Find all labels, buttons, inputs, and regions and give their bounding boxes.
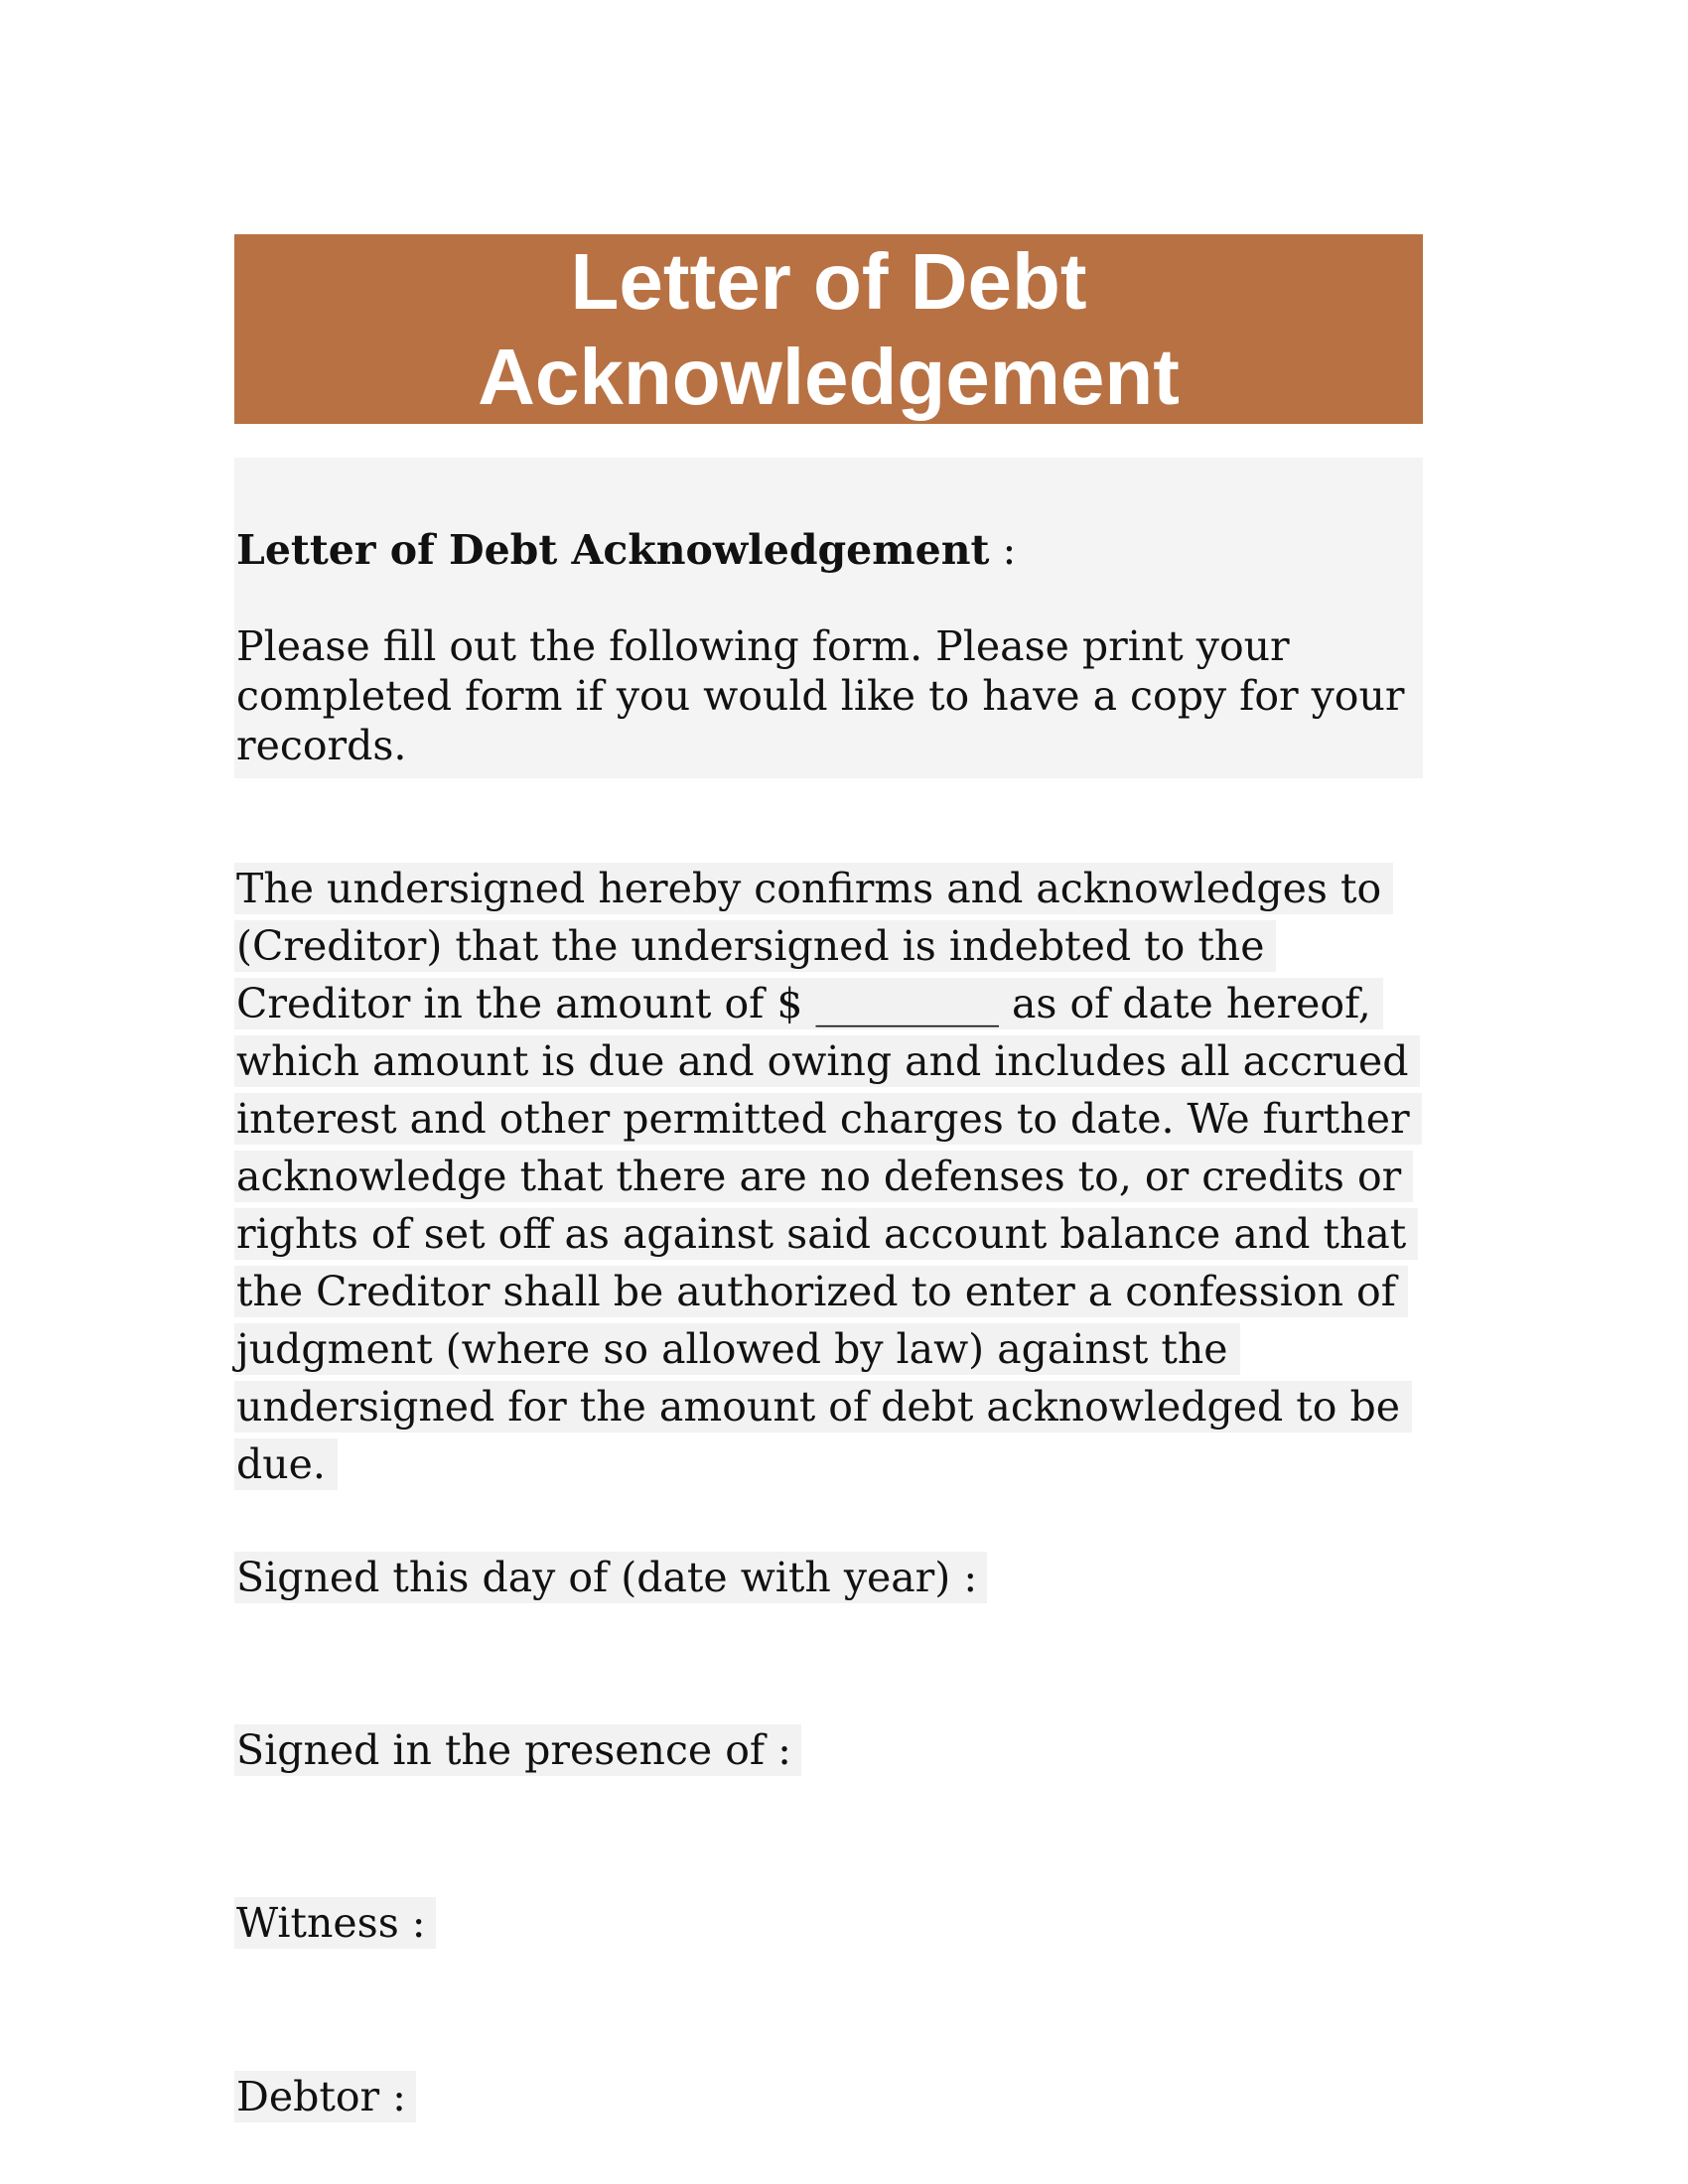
- signed-presence-field: [234, 1724, 801, 1776]
- intro-heading: [236, 526, 1423, 574]
- acknowledgement-paragraph: [234, 860, 1436, 1493]
- debtor-field: [234, 2071, 416, 2122]
- signed-date-label: Signed this day of (date with year) :: [234, 1552, 987, 1603]
- document-title: Letter of Debt Acknowledgement: [478, 236, 1180, 421]
- witness-label: Witness :: [234, 1897, 436, 1949]
- signed-date-field: [234, 1552, 987, 1603]
- intro-instructions: Please fill out the following form. Please print your completed form if you would like to have a copy for your records.: [236, 622, 1405, 769]
- witness-field: [234, 1897, 436, 1949]
- intro-heading-suffix: :: [989, 526, 1017, 574]
- intro-heading-text: Letter of Debt Acknowledgement: [236, 526, 990, 574]
- intro-section: [234, 458, 1423, 778]
- debtor-label: Debtor :: [234, 2071, 416, 2122]
- title-banner: [234, 234, 1423, 424]
- signed-presence-label: Signed in the presence of :: [234, 1724, 801, 1776]
- acknowledgement-text: The undersigned hereby confirms and acknowledges to (Creditor) that the undersigned is indebted to the Creditor in the amount of $ _________ as of date hereof, which amount is due and owing and includes all accrued interest and other permitted charges to date. We further acknowledge that there are no defenses to, or credits or rights of set off as against said account balance and that the Creditor shall be authorized to enter a confession of judgment (where so allowed by law) against the undersigned for the amount of debt acknowledged to be due.: [234, 863, 1422, 1490]
